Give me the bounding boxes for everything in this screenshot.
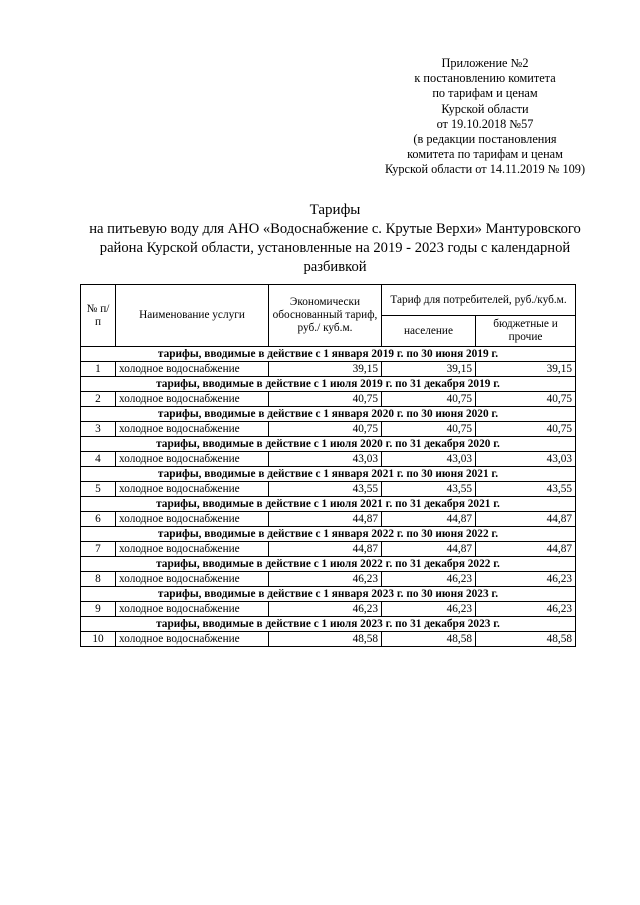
- header-consumer-tariff: Тариф для потребителей, руб./куб.м.: [382, 285, 576, 316]
- period-row: [81, 587, 576, 602]
- budget-value: 44,87: [476, 512, 576, 527]
- budget-value: 43,03: [476, 452, 576, 467]
- appendix-block: [360, 56, 610, 178]
- service-name: холодное водоснабжение: [116, 392, 269, 407]
- population-value: 43,03: [382, 452, 476, 467]
- period-label: тарифы, вводимые в действие с 1 января 2022 г. по 30 июня 2022 г.: [81, 527, 576, 542]
- period-label: тарифы, вводимые в действие с 1 июля 2022 г. по 31 декабря 2022 г.: [81, 557, 576, 572]
- table-row: [81, 602, 576, 617]
- period-label: тарифы, вводимые в действие с 1 января 2020 г. по 30 июня 2020 г.: [81, 407, 576, 422]
- appendix-line: Курской области: [441, 101, 529, 116]
- population-value: 40,75: [382, 392, 476, 407]
- title-line: разбивкой: [303, 259, 367, 275]
- header-num: № п/п: [81, 285, 116, 347]
- appendix-line: Приложение №2: [441, 56, 529, 70]
- document-title: [40, 200, 630, 277]
- period-row: [81, 557, 576, 572]
- row-number: 10: [81, 632, 116, 647]
- budget-value: 46,23: [476, 572, 576, 587]
- budget-value: 39,15: [476, 362, 576, 377]
- row-number: 8: [81, 572, 116, 587]
- econ-value: 39,15: [269, 362, 382, 377]
- econ-value: 46,23: [269, 602, 382, 617]
- appendix-line: к постановлению комитета: [414, 71, 556, 86]
- econ-value: 44,87: [269, 512, 382, 527]
- period-row: [81, 407, 576, 422]
- appendix-line: по тарифам и ценам: [432, 86, 538, 101]
- service-name: холодное водоснабжение: [116, 422, 269, 437]
- budget-value: 40,75: [476, 422, 576, 437]
- table-row: [81, 422, 576, 437]
- service-name: холодное водоснабжение: [116, 482, 269, 497]
- period-row: [81, 377, 576, 392]
- period-row: [81, 467, 576, 482]
- population-value: 44,87: [382, 542, 476, 557]
- budget-value: 43,55: [476, 482, 576, 497]
- appendix-line: Курской области от 14.11.2019 № 109): [384, 162, 586, 177]
- row-number: 6: [81, 512, 116, 527]
- row-number: 2: [81, 392, 116, 407]
- period-label: тарифы, вводимые в действие с 1 июля 2020 г. по 31 декабря 2020 г.: [81, 437, 576, 452]
- table-row: [81, 572, 576, 587]
- budget-value: 46,23: [476, 602, 576, 617]
- title-line: Тарифы: [309, 202, 361, 218]
- table-row: [81, 362, 576, 377]
- population-value: 43,55: [382, 482, 476, 497]
- table-row: [81, 542, 576, 557]
- population-value: 40,75: [382, 422, 476, 437]
- budget-value: 48,58: [476, 632, 576, 647]
- population-value: 48,58: [382, 632, 476, 647]
- row-number: 1: [81, 362, 116, 377]
- population-value: 39,15: [382, 362, 476, 377]
- period-row: [81, 437, 576, 452]
- econ-value: 48,58: [269, 632, 382, 647]
- row-number: 4: [81, 452, 116, 467]
- econ-value: 40,75: [269, 422, 382, 437]
- appendix-line: от 19.10.2018 №57: [436, 116, 534, 131]
- row-number: 3: [81, 422, 116, 437]
- period-row: [81, 497, 576, 512]
- budget-value: 44,87: [476, 542, 576, 557]
- appendix-line: комитета по тарифам и ценам: [407, 147, 563, 162]
- period-label: тарифы, вводимые в действие с 1 июля 2023 г. по 31 декабря 2023 г.: [81, 617, 576, 632]
- period-label: тарифы, вводимые в действие с 1 июля 2021 г. по 31 декабря 2021 г.: [81, 497, 576, 512]
- econ-value: 40,75: [269, 392, 382, 407]
- tariff-table: [80, 284, 576, 647]
- table-row: [81, 632, 576, 647]
- service-name: холодное водоснабжение: [116, 452, 269, 467]
- population-value: 46,23: [382, 572, 476, 587]
- period-label: тарифы, вводимые в действие с 1 января 2023 г. по 30 июня 2023 г.: [81, 587, 576, 602]
- header-budget: бюджетные и прочие: [476, 316, 576, 347]
- population-value: 44,87: [382, 512, 476, 527]
- appendix-line: (в редакции постановления: [413, 132, 557, 147]
- header-population: население: [382, 316, 476, 347]
- population-value: 46,23: [382, 602, 476, 617]
- period-label: тарифы, вводимые в действие с 1 января 2019 г. по 30 июня 2019 г.: [81, 347, 576, 362]
- period-row: [81, 617, 576, 632]
- header-econ-tariff: Экономически обоснованный тариф, руб./ куб.м.: [269, 285, 382, 347]
- period-label: тарифы, вводимые в действие с 1 января 2021 г. по 30 июня 2021 г.: [81, 467, 576, 482]
- table-row: [81, 452, 576, 467]
- service-name: холодное водоснабжение: [116, 572, 269, 587]
- row-number: 9: [81, 602, 116, 617]
- period-row: [81, 527, 576, 542]
- econ-value: 44,87: [269, 542, 382, 557]
- service-name: холодное водоснабжение: [116, 632, 269, 647]
- service-name: холодное водоснабжение: [116, 602, 269, 617]
- table-header-row: [81, 285, 576, 316]
- econ-value: 46,23: [269, 572, 382, 587]
- table-row: [81, 482, 576, 497]
- table-row: [81, 512, 576, 527]
- service-name: холодное водоснабжение: [116, 542, 269, 557]
- service-name: холодное водоснабжение: [116, 362, 269, 377]
- service-name: холодное водоснабжение: [116, 512, 269, 527]
- title-line: района Курской области, установленные на 2019 - 2023 годы с календарной: [99, 240, 571, 256]
- econ-value: 43,55: [269, 482, 382, 497]
- period-row: [81, 347, 576, 362]
- header-service: Наименование услуги: [116, 285, 269, 347]
- budget-value: 40,75: [476, 392, 576, 407]
- row-number: 5: [81, 482, 116, 497]
- row-number: 7: [81, 542, 116, 557]
- econ-value: 43,03: [269, 452, 382, 467]
- table-row: [81, 392, 576, 407]
- period-label: тарифы, вводимые в действие с 1 июля 2019 г. по 31 декабря 2019 г.: [81, 377, 576, 392]
- title-line: на питьевую воду для АНО «Водоснабжение с. Крутые Верхи» Мантуровского: [89, 221, 581, 237]
